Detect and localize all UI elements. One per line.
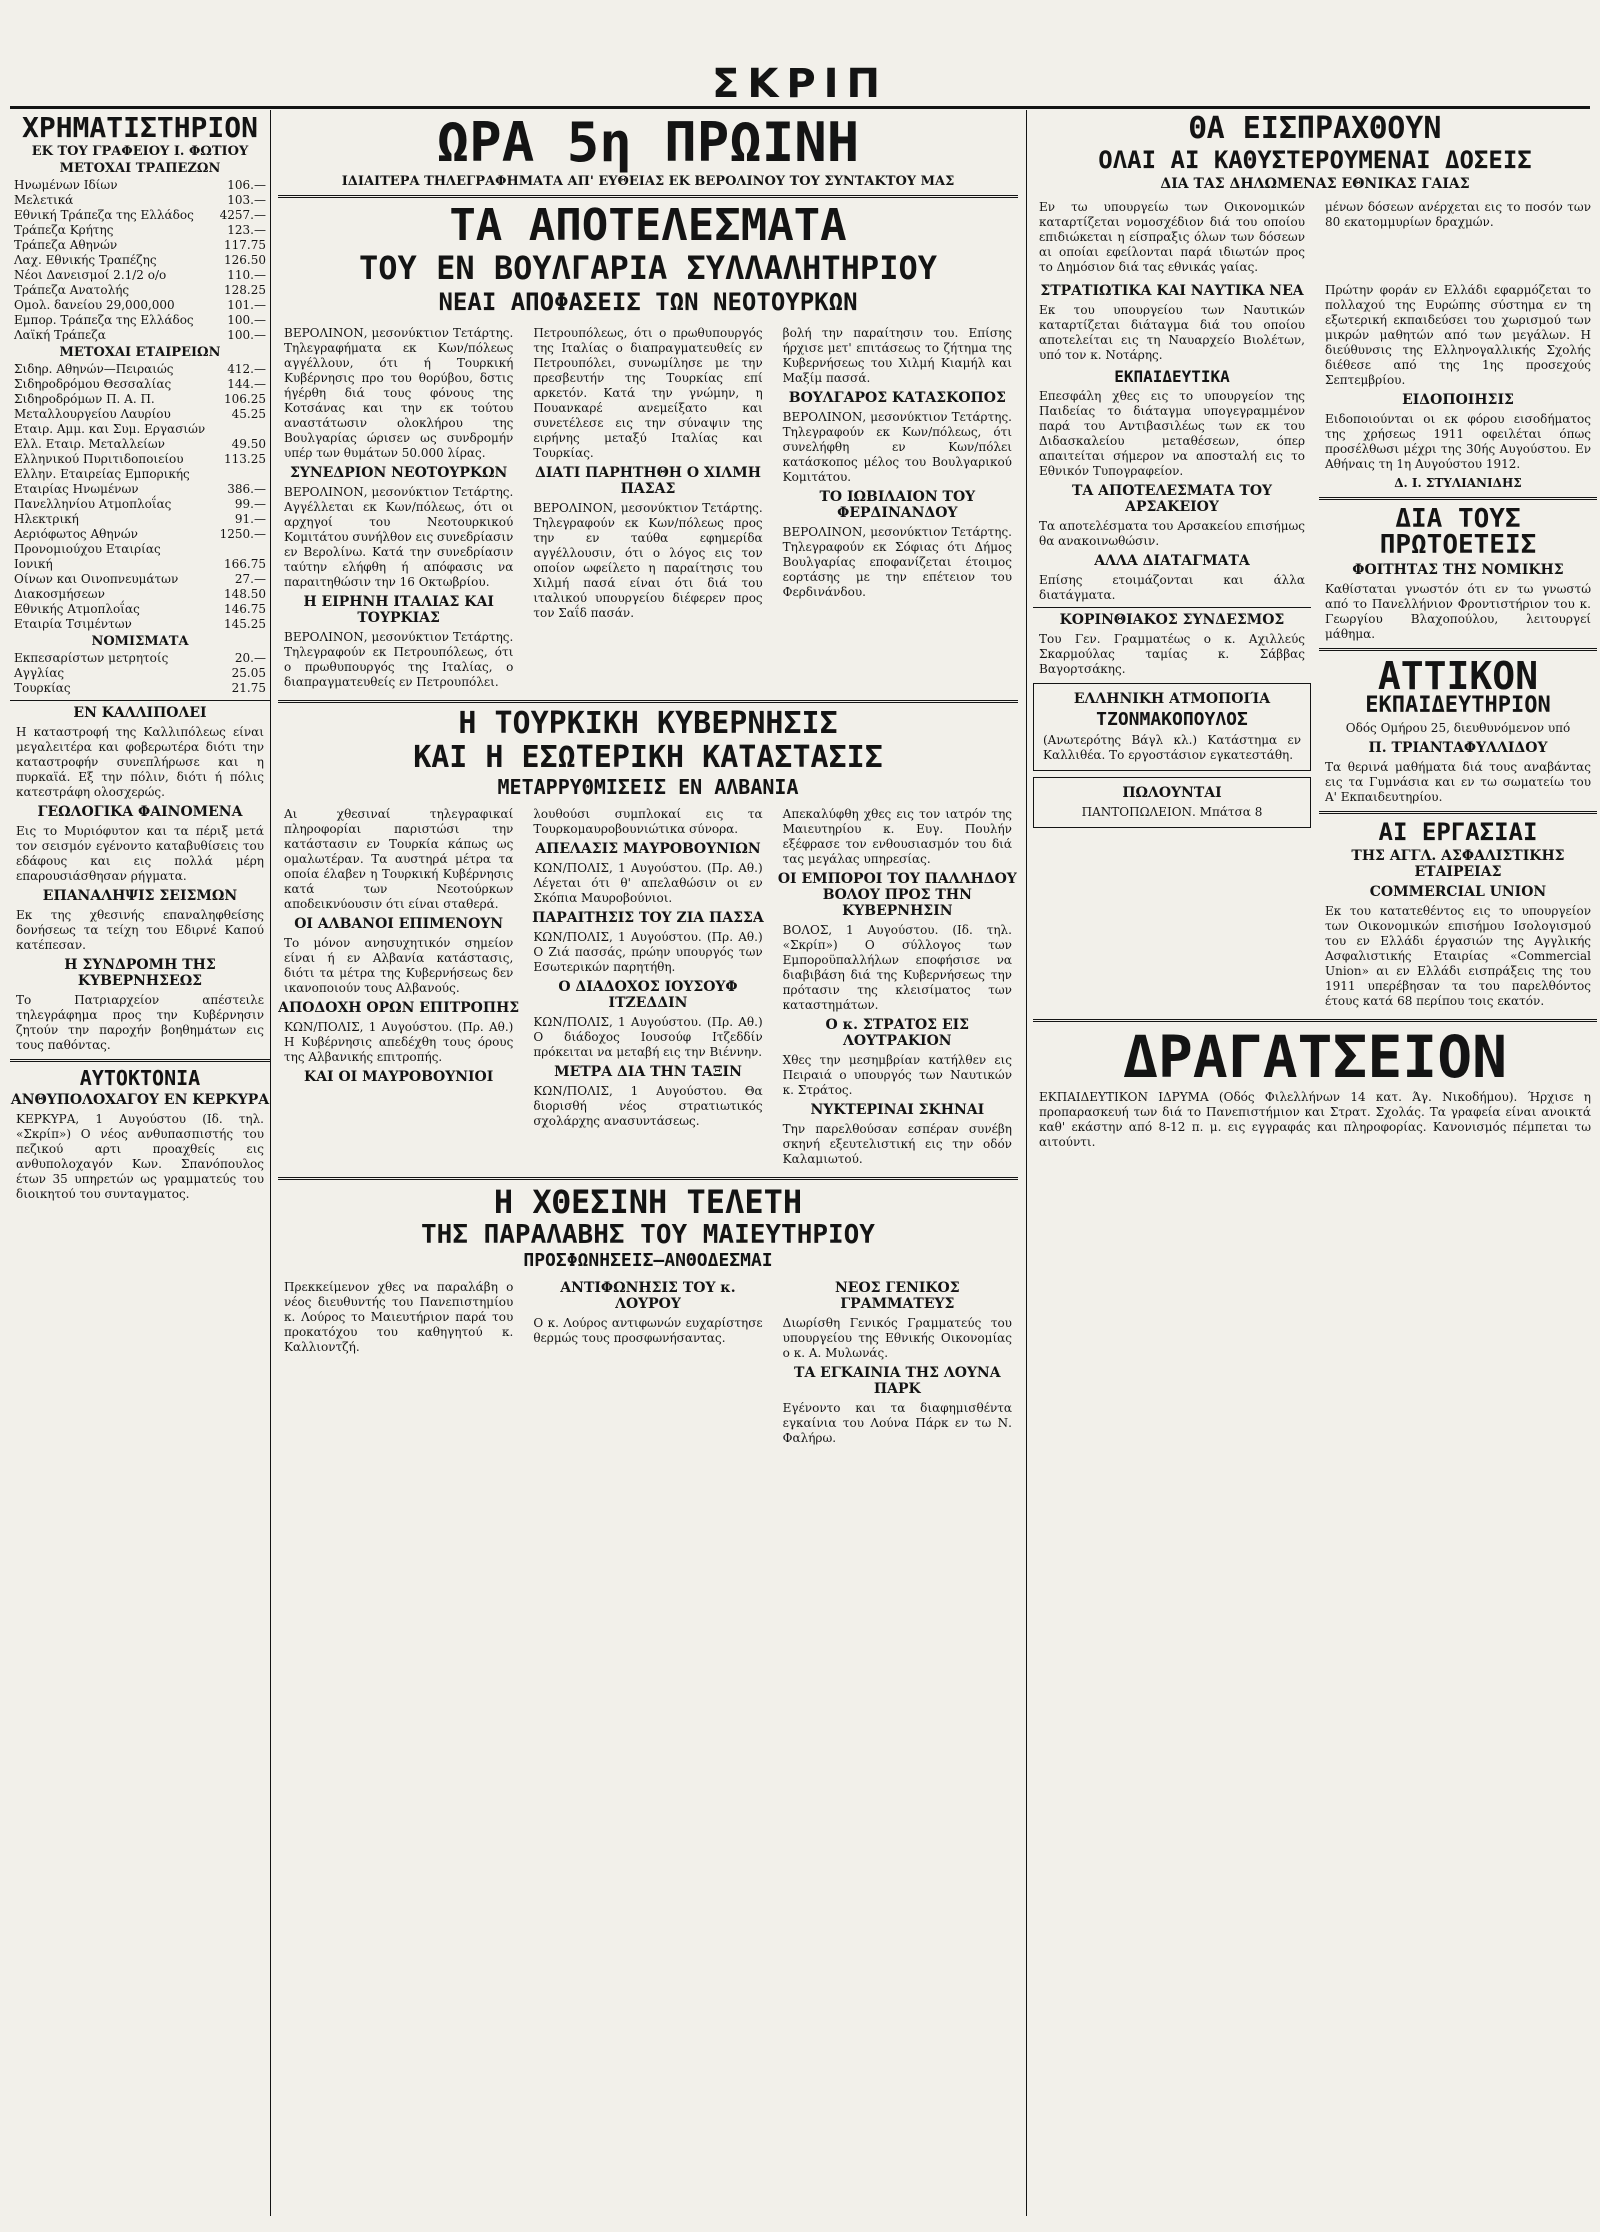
tax-headline-3: ΔΙΑ ΤΑΣ ΔΗΛΩΜΕΝΑΣ ΕΘΝΙΚΑΣ ΓΑΙΑΣ: [1160, 176, 1470, 192]
mat-article: [278, 1276, 1018, 1450]
company-name: Ελλην. Εταιρείας Εμπορικής: [14, 467, 190, 481]
ad-ice-heading-1: ΕΛΛΗΝΙΚΗ ΑΤΜΟΠΟΙΊΑ: [1073, 691, 1271, 707]
turk-headline-2: ΚΑΙ Η ΕΣΩΤΕΡΙΚΗ ΚΑΤΑΣΤΑΣΙΣ: [413, 740, 883, 775]
coin-value: 21.75: [231, 681, 266, 695]
company-name: Οίνων και Οινοπνευμάτων: [14, 572, 179, 586]
first-heading-1: ΔΙΑ ΤΟΥΣ: [1395, 504, 1521, 534]
company-row: [10, 557, 270, 572]
company-value: 27.—: [234, 572, 266, 586]
bank-row: [10, 328, 270, 343]
turk-headline-1: Η ΤΟΥΡΚΙΚΗ ΚΥΒΕΡΝΗΣΙΣ: [458, 706, 838, 741]
geo-text: Εις το Μυριόφυτον και τα πέριξ μετά τον σεισμόν εγένοντο καταβυθίσεις του εδάφους και εις πολλά μέρη επαρουσιάσθησαν ρήγματα.: [16, 824, 264, 883]
company-row: [10, 587, 270, 602]
bank-row: [10, 178, 270, 193]
notice-text: Ειδοποιούνται οι εκ φόρου εισοδήματος της χρήσεως 1911 οφειλέται όπως προσέλθωσι μέχρι της 30ής Αυγούστου. Εν Αθήναις τη 1η Αυγούστου 1912.: [1325, 412, 1591, 471]
right-column: [1026, 110, 1597, 2216]
mat-text-3a: Διωρίσθη Γενικός Γραμματεύς του υπουργείου της Εθνικής Οικονομίας ο κ. Α. Μυλωνάς.: [782, 1316, 1012, 1360]
ad-dragatseion-text: ΕΚΠΑΙΔΕΥΤΙΚΟΝ ΙΔΡΥΜΑ (Οδός Φιλελλήνων 14 κατ. Άγ. Νικοδήμου). Ήρχισε η προπαρασκευή των διά το Πανεπιστήμιον και Στρατ. Σχολάς. Τα γραφεία είναι ανοικτά καθ' εκάστην από 8-12 π. μ. εις εγγραφάς και πληροφορίας. Κανονισμός πέμπεται τω αιτούντι.: [1039, 1090, 1591, 1149]
bank-value: 100.—: [227, 313, 266, 327]
company-value: 144.—: [227, 377, 266, 391]
company-value: 145.25: [224, 617, 266, 631]
bank-name: Ηνωμένων Ιδίων: [14, 178, 118, 192]
kallipolis-heading: ΕΝ ΚΑΛΛΙΠΟΛΕΙ: [73, 705, 207, 721]
coin-name: Αγγλίας: [14, 666, 65, 680]
bank-name: Λαχ. Εθνικής Τραπέζης: [14, 253, 157, 267]
turk-text-3c: Την παρελθούσαν εσπέραν συνέβη σκηνή εξευτελιστική εις την οδόν Καλαμιωτού.: [782, 1122, 1012, 1166]
coins-list: [10, 651, 270, 696]
turk-text-2: λουθούσι συμπλοκαί εις τα Τουρκομαυροβουνιώτικα σύνορα.: [533, 807, 763, 836]
company-name: Ελλ. Εταιρ. Μεταλλείων: [14, 437, 165, 451]
lead-text-3: βολή την παραίτησιν του. Επίσης ήρχισε μετ' επιτάσεως το ζήτημα της Κυβερνήσεως του Χιλμή Κιαμήλ και Μαξίμ πασσά.: [782, 326, 1012, 385]
middle-column: [278, 110, 1018, 2216]
company-row: [10, 377, 270, 392]
lead-subheading-1: ΣΥΝΕΔΡΙΟΝ ΝΕΟΤΟΥΡΚΩΝ: [289, 465, 508, 481]
lead-text-1: ΒΕΡΟΛΙΝΟΝ, μεσονύκτιον Τετάρτης. Τηλεγραφήματα εκ Κων/πόλεως αγγέλλουν, ότι ή Τουρκική Κυβέρνησις προ του θορύβου, δστις ήγέρθη διά τους φόνους της Κοτσάνας και την εκ τούτου αναστάτωσιν ολοκλήρου της Βουλγαρίας ώρισεν ως συνδρομήν υπέρ των θυμάτων 50.000 λίρας.: [284, 326, 514, 460]
bank-value: 100.—: [227, 328, 266, 342]
tax-headline-1: ΘΑ ΕΙΣΠΡΑΧΘΟΥΝ: [1188, 111, 1442, 146]
company-row: [10, 617, 270, 632]
work-text: Εκ του κατατεθέντος εις το υπουργείον των Οικονομικών επισήμου Ισολογισμού του εν Ελλάδι έργασιών της Αγγλικής Ασφαλιστικής Εταιρίας «Commercial Union» αι εν Ελλάδι εισπράξεις της του 1911 υπερέβησαν τα του παρελθόντος έτους κατά 68 περίπου τοις εκατόν.: [1325, 904, 1591, 1008]
company-value: 1250.—: [219, 527, 266, 541]
tax-text-2: μένων δόσεων ανέρχεται εις το ποσόν των 80 εκατομμυρίων δραχμών.: [1325, 200, 1591, 229]
bank-value: 101.—: [227, 298, 266, 312]
lead-article: [278, 322, 1018, 694]
school-text: Πρώτην φοράν εν Ελλάδι εφαρμόζεται το πολλαχού της Ευρώπης σύστημα εν τη εξωτερική εκπαιδεύσει του χωρισμού των μικρών μαθητών από των μεγάλων. Η διεύθυνσις της Ελληνογαλλικής Σχολής διέθεσε από της 1ης προσεχούς Σεπτεμβρίου.: [1325, 283, 1591, 387]
turk-text-2b: ΚΩΝ/ΠΟΛΙΣ, 1 Αυγούστου. (Πρ. Αθ.) Ο Ζιά πασσάς, πρώην υπουργός των Εσωτερικών παρητήθη.: [533, 930, 763, 974]
lead-text-1b: ΒΕΡΟΛΙΝΟΝ, μεσονύκτιον Τετάρτης. Αγγέλλεται εκ Κων/πόλεως, ότι οι αρχηγοί του Νεοτουρκικού Κομιτάτου συνήλθον εις συνεδρίασιν εν Βερολίνω. Κατά την συνεδρίασιν ταύτην ελήφθη ή απόφασις να παραιτηθώσιν την 16 Οκτωβρίου.: [284, 485, 514, 589]
mat-headline-2: ΤΗΣ ΠΑΡΑΛΑΒΗΣ ΤΟΥ ΜΑΙΕΥΤΗΡΙΟΥ: [421, 1220, 875, 1250]
company-name: Εταιρία Τσιμέντων: [14, 617, 132, 631]
masthead-name: ΣΚΡΙΠ: [712, 61, 888, 107]
banks-heading: ΜΕΤΟΧΑΙ ΤΡΑΠΕΖΩΝ: [59, 161, 221, 176]
edu-heading: ΕΚΠΑΙΔΕΥΤΙΚΑ: [1114, 367, 1230, 386]
company-name: Σιδηρ. Αθηνών—Πειραιώς: [14, 362, 174, 376]
turk-subheading-2c: Ο ΔΙΑΔΟΧΟΣ ΙΟΥΣΟΥΦ ΙΤΖΕΔΔΙΝ: [558, 979, 738, 1011]
edu-text-3: Επίσης ετοιμάζονται και άλλα διατάγματα.: [1039, 573, 1305, 602]
exchange-title: ΧΡΗΜΑΤΙΣΤΗΡΙΟΝ: [21, 111, 258, 144]
company-name: Ιονική: [14, 557, 53, 571]
turk-subheading-1b: ΑΠΟΔΟΧΗ ΟΡΩΝ ΕΠΙΤΡΟΠΗΣ: [278, 1000, 520, 1016]
coin-value: 20.—: [234, 651, 266, 665]
bank-name: Τράπεζα Ανατολής: [14, 283, 130, 297]
lead-subheading-3: ΒΟΥΛΓΑΡΟΣ ΚΑΤΑΣΚΟΠΟΣ: [788, 390, 1006, 406]
company-value: 412.—: [227, 362, 266, 376]
turk-text-3: Απεκαλύφθη χθες εις τον ιατρόν της Μαιευτηρίου κ. Ευγ. Πουλήν εξέφρασε τον ενθουσιασμόν του διά τας μεγάλας υπηρεσίας.: [782, 807, 1012, 866]
synd-heading: Η ΣΥΝΔΡΟΜΗ ΤΗΣ ΚΥΒΕΡΝΗΣΕΩΣ: [64, 957, 216, 989]
bank-row: [10, 298, 270, 313]
mat-subheading-2: ΑΝΤΙΦΩΝΗΣΙΣ ΤΟΥ κ. ΛΟΥΡΟΥ: [560, 1280, 736, 1312]
company-row: [10, 542, 270, 557]
company-name: Διακοσμήσεων: [14, 587, 105, 601]
work-heading-2: ΤΗΣ ΑΓΓΛ. ΑΣΦΑΛΙΣΤΙΚΗΣ ΕΤΑΙΡΕΙΑΣ: [1351, 848, 1565, 880]
turk-subheading-1: ΟΙ ΑΛΒΑΝΟΙ ΕΠΙΜΕΝΟΥΝ: [294, 916, 504, 932]
synd-text: Το Πατριαρχείον απέστειλε τηλεγράφημα προς την Κυβέρνησιν ζητούν την παροχήν βοηθημάτων εις τους παθόντας.: [16, 993, 264, 1052]
attikon-text: Τα θερινά μαθήματα διά τους αναβάντας εις τα Γυμνάσια και εν τω σωματείω του Α' Εκπαιδευτηρίου.: [1325, 760, 1591, 804]
work-heading-1: ΑΙ ΕΡΓΑΣΙΑΙ: [1378, 818, 1538, 846]
ad-sold-heading: ΠΩΛΟΥΝΤΑΙ: [1122, 785, 1222, 801]
bank-name: Εθνική Τράπεζα της Ελλάδος: [14, 208, 194, 222]
company-value: 113.25: [224, 452, 266, 466]
banner-subheadline: ΙΔΙΑΙΤΕΡΑ ΤΗΛΕΓΡΑΦΗΜΑΤΑ ΑΠ' ΕΥΘΕΙΑΣ ΕΚ ΒΕΡΟΛΙΝΟΥ ΤΟΥ ΣΥΝΤΑΚΤΟΥ ΜΑΣ: [341, 174, 955, 189]
company-row: [10, 467, 270, 482]
company-value: 106.25: [224, 392, 266, 406]
company-row: [10, 452, 270, 467]
company-value: 91.—: [234, 512, 266, 526]
turk-text-2d: ΚΩΝ/ΠΟΛΙΣ, 1 Αυγούστου. Θα διορισθή νέος στρατιωτικός σχολάρχης ανασυντάσεως.: [533, 1084, 763, 1128]
company-name: Σιδηροδρόμου Θεσσαλίας: [14, 377, 172, 391]
company-name: Μεταλλουργείου Λαυρίου: [14, 407, 171, 421]
attikon-heading-1: ΑΤΤΙΚΟΝ: [1377, 654, 1539, 698]
kallipolis-text: Η καταστροφή της Καλλιπόλεως είναι μεγαλειτέρα και φοβερωτέρα διότι την καταστροφήν συνεπλήρωσε και η πυρκαϊά. Εξ την πόλιν, διότι ή πόλις κατεστράφη ολοσχερώς.: [16, 725, 264, 799]
bank-row: [10, 223, 270, 238]
lead-text-3b: ΒΕΡΟΛΙΝΟΝ, μεσονύκτιον Τετάρτης. Τηλεγραφούν εκ Κων/πόλεως, ότι συνελήφθη εν Κων/πόλει κατάσκοπος μέλος του Βουλγαρικού Κομιτάτου.: [782, 410, 1012, 484]
bank-name: Νέοι Δανεισμοί 2.1/2 ο/ο: [14, 268, 167, 282]
ad-ice: [1033, 683, 1311, 771]
turk-subheading-3a: ΟΙ ΕΜΠΟΡΟΙ ΤΟΥ ΠΑΛΛΗΔΟΥ ΒΟΛΟΥ ΠΡΟΣ ΤΗΝ ΚΥΒΕΡΝΗΣΙΝ: [777, 871, 1017, 919]
mat-text-3b: Εγένοντο και τα διαφημισθέντα εγκαίνια του Λούνα Πάρκ εν τω Ν. Φαλήρω.: [782, 1401, 1012, 1445]
turk-text-2c: ΚΩΝ/ΠΟΛΙΣ, 1 Αυγούστου. (Πρ. Αθ.) Ο διάδοχος Ιουσούφ Ιτζεδδίν πρόκειται να μεταβή εις την Βιέννην.: [533, 1015, 763, 1059]
exchange-subtitle: ΕΚ ΤΟΥ ΓΡΑΦΕΙΟΥ Ι. ΦΩΤΙΟΥ: [31, 144, 249, 159]
tax-text-1: Εν τω υπουργείω των Οικονομικών καταρτίζεται νομοσχέδιον διά του οποίου επιδιώκεται η είσπραξις όλων των δόσεων αι οποίαι εφείλονται παρά ιδιωτών προς το Δημόσιον διά τας εθνικάς γαίας.: [1039, 200, 1305, 274]
company-row: [10, 437, 270, 452]
company-value: 166.75: [224, 557, 266, 571]
bank-value: 126.50: [224, 253, 266, 267]
bank-name: Τράπεζα Αθηνών: [14, 238, 118, 252]
company-row: [10, 602, 270, 617]
suicide-heading: ΑΥΤΟΚΤΟΝΙΑ: [79, 1066, 201, 1090]
company-value: 45.25: [231, 407, 266, 421]
turk-subheading-3b: Ο κ. ΣΤΡΑΤΟΣ ΕΙΣ ΛΟΥΤΡΑΚΙΟΝ: [825, 1017, 970, 1049]
mat-text-1: Πρεκκείμενον χθες να παραλάβη ο νέος διευθυντής του Πανεπιστημίου κ. Λούρος το Μαιευτήριον παρά του προκατόχου του καθηγητού κ. Καλλιοντζή.: [284, 1280, 514, 1354]
suicide-text: ΚΕΡΚΥΡΑ, 1 Αυγούστου (Ιδ. τηλ. «Σκρίπ») Ο νέος ανθυπασπιστής του πεζικού αρτι προαχθείς εις ανθυπολοχαγόν Κων. Σπανόπουλος έτων 35 υπηρετών ως γραμματεύς του διοικητού του συνταγματος.: [16, 1112, 264, 1201]
company-value: 49.50: [231, 437, 266, 451]
turk-subheading-1c: ΚΑΙ ΟΙ ΜΑΥΡΟΒΟΥΝΙΟΙ: [304, 1069, 494, 1085]
bank-row: [10, 268, 270, 283]
geo-heading: ΓΕΩΛΟΓΙΚΑ ΦΑΙΝΟΜΕΝΑ: [37, 804, 243, 820]
company-value: 146.75: [224, 602, 266, 616]
company-row: [10, 512, 270, 527]
company-value: 148.50: [224, 587, 266, 601]
coin-name: Εκπεσαρίστων μετρητοίς: [14, 651, 169, 665]
bank-value: 123.—: [227, 223, 266, 237]
left-column: [10, 110, 271, 2216]
edu-text-2: Τα αποτελέσματα του Αρσακείου επισήμως θα ανακοινωθώσιν.: [1039, 519, 1305, 548]
ad-sold-text: ΠΑΝΤΟΠΩΛΕΙΟΝ. Μπάτσα 8: [1081, 805, 1263, 819]
edu-subheading-2: ΑΛΛΑ ΔΙΑΤΑΓΜΑΤΑ: [1094, 553, 1250, 569]
turk-text-2a: ΚΩΝ/ΠΟΛΙΣ, 1 Αυγούστου. (Πρ. Αθ.) Λέγεται ότι θ' απελαθώσιν οι εν Σκόπια Μαυροβούνιοι.: [533, 861, 763, 905]
coin-row: [10, 651, 270, 666]
turk-subheading-2d: ΜΕΤΡΑ ΔΙΑ ΤΗΝ ΤΑΞΙΝ: [554, 1064, 742, 1080]
company-name: Εταιρίας Ηνωμένων: [14, 482, 139, 496]
lead-text-2: Πετρουπόλεως, ότι ο πρωθυπουργός της Ιταλίας ο διαπραγματευθείς εν Πετρουπόλει, συνωμίλησε με την πρεσβευτήν της Τουρκίας επί αρκετόν. Κατά την γνώμην, η Πουανκαρέ ανεμείξατο και συνετέλεσε εις την σύναψιν της ειρήνης μεταξύ Ιταλίας και Τουρκίας.: [533, 326, 763, 460]
mat-text-2: Ο κ. Λούρος αντιφωνών ευχαρίστησε θερμώς τους προσφωνήσαντας.: [533, 1316, 763, 1345]
attikon-heading-2: ΕΚΠΑΙΔΕΥΤΗΡΙΟΝ: [1365, 693, 1551, 718]
bank-row: [10, 253, 270, 268]
company-row: [10, 527, 270, 542]
turk-text-3b: Χθες την μεσημβρίαν κατήλθεν εις Πειραιά ο υπουργός των Ναυτικών κ. Στράτος.: [782, 1053, 1012, 1097]
attikon-address: Οδός Ομήρου 25, διευθυνόμενον υπό: [1345, 721, 1571, 735]
company-row: [10, 362, 270, 377]
lead-text-2b: ΒΕΡΟΛΙΝΟΝ, μεσονύκτιον Τετάρτης. Τηλεγραφούν εκ Κων/πόλεως προς την εν ταύθα εφημερίδα αγγέλλουσιν, ότι ο λόγος εις τον οποίον ωφείλετο η παραίτησις του Χιλμή πασά είναι ότι διά του ιταλικού υπουργείου διέφερεν προς τον Σαΐδ πασάν.: [533, 501, 763, 620]
ad-ice-heading-2: ΤΖΟΝΜΑΚΟΠΟΥΛΟΣ: [1096, 709, 1248, 730]
turk-headline-3: ΜΕΤΑΡΡΥΘΜΙΣΕΙΣ ΕΝ ΑΛΒΑΝΙΑ: [497, 775, 799, 799]
company-row: [10, 482, 270, 497]
seism-text: Εκ της χθεσινής επαναληφθείσης δονήσεως τα τείχη του Εδιρνέ Καπού κατέπεσαν.: [16, 908, 264, 952]
coin-row: [10, 681, 270, 696]
ad-sold: [1033, 777, 1311, 828]
army-text: Εκ του υπουργείου των Ναυτικών καταρτίζεται διάταγμα διά του οποίου αποτελείται εις τη Ναυαρχείο Βιολέτων, υπό τον κ. Νοτάρης.: [1039, 303, 1305, 362]
first-text: Καθίσταται γνωστόν ότι εν τω γνωστώ από το Πανελλήνιον Φροντιστήριον του κ. Γεωργίου Βλαχοπούλου, λειτουργεί μάθημα.: [1325, 582, 1591, 641]
coin-value: 25.05: [231, 666, 266, 680]
lead-headline-3: ΝΕΑΙ ΑΠΟΦΑΣΕΙΣ ΤΩΝ ΝΕΟΤΟΥΡΚΩΝ: [438, 288, 858, 316]
company-value: 99.—: [234, 497, 266, 511]
tax-headline-2: ΟΛΑΙ ΑΙ ΚΑΘΥΣΤΕΡΟΥΜΕΝΑΙ ΔΟΣΕΙΣ: [1098, 146, 1532, 174]
company-row: [10, 572, 270, 587]
mat-headline-1: Η ΧΘΕΣΙΝΗ ΤΕΛΕΤΗ: [493, 1183, 803, 1221]
company-name: Ελληνικού Πυριτιδοποιείου: [14, 452, 184, 466]
lead-subheading-1b: Η ΕΙΡΗΝΗ ΙΤΑΛΙΑΣ ΚΑΙ ΤΟΥΡΚΙΑΣ: [303, 594, 494, 626]
lead-text-3c: ΒΕΡΟΛΙΝΟΝ, μεσονύκτιον Τετάρτης. Τηλεγραφούν εκ Σόφιας ότι Δήμος Βουλγαρίας εποφανίζεται έτοιμος εορτάσης με την επέτειον του Φερδινάνδου.: [782, 525, 1012, 599]
lead-headline-1: ΤΑ ΑΠΟΤΕΛΕΣΜΑΤΑ: [449, 200, 847, 251]
bank-value: 103.—: [227, 193, 266, 207]
bank-row: [10, 283, 270, 298]
company-row: [10, 407, 270, 422]
bank-row: [10, 193, 270, 208]
bank-name: Ομολ. δανείου 29,000,000: [14, 298, 175, 312]
company-row: [10, 497, 270, 512]
mat-headline-3: ΠΡΟΣΦΩΝΗΣΕΙΣ—ΑΝΘΟΔΕΣΜΑΙ: [523, 1250, 773, 1271]
coin-name: Τουρκίας: [14, 681, 71, 695]
army-heading: ΣΤΡΑΤΙΩΤΙΚΑ ΚΑΙ ΝΑΥΤΙΚΑ ΝΕΑ: [1040, 283, 1304, 299]
edu-text: Επεσφάλη χθες εις το υπουργείον της Παιδείας το διάταγμα υπογεγραμμένον παρά του Αντιβασιλέως των εκ του Διδασκαλείου μεταθέσεων, όπερ απαιτείται σήμερον να αποσταλή εις το Εθνικόν Τυπογραφείον.: [1039, 389, 1305, 478]
company-row: [10, 392, 270, 407]
bank-name: Τράπεζα Κρήτης: [14, 223, 114, 237]
lead-subheading-2: ΔΙΑΤΙ ΠΑΡΗΤΗΘΗ Ο ΧΙΛΜΗ ΠΑΣΑΣ: [535, 465, 761, 497]
notice-heading: ΕΙΔΟΠΟΙΗΣΙΣ: [1402, 392, 1514, 408]
companies-list: [10, 362, 270, 632]
bank-value: 128.25: [224, 283, 266, 297]
edu-subheading: ΤΑ ΑΠΟΤΕΛΕΣΜΑΤΑ ΤΟΥ ΑΡΣΑΚΕΙΟΥ: [1071, 483, 1273, 515]
bank-value: 117.75: [224, 238, 266, 252]
lead-subheading-3b: ΤΟ ΙΩΒΙΛΑΙΟΝ ΤΟΥ ΦΕΡΔΙΝΑΝΔΟΥ: [819, 489, 976, 521]
banner-headline: ΩΡΑ 5η ΠΡΩΙΝΗ: [436, 111, 860, 174]
turk-text-3a: ΒΟΛΟΣ, 1 Αυγούστου. (Ιδ. τηλ. «Σκρίπ») Ο σύλλογος των Εμποροϋπαλλήλων εποφήσισε να διαβιβάση διά της Κυβερνήσεως την πρότασιν της κλεισίματος των καταστημάτων.: [782, 923, 1012, 1012]
company-value: 386.—: [227, 482, 266, 496]
lead-text-1c: ΒΕΡΟΛΙΝΟΝ, μεσονύκτιον Τετάρτης. Τηλεγραφούν εκ Πετρουπόλεως, ότι ο πρωθυπουργός της Ιταλίας, ο διαπραγματευθείς εν Πετρουπόλει.: [284, 630, 514, 689]
mat-subheading-3: ΝΕΟΣ ΓΕΝΙΚΟΣ ΓΡΑΜΜΑΤΕΥΣ: [834, 1280, 960, 1312]
turk-subheading-2a: ΑΠΕΛΑΣΙΣ ΜΑΥΡΟΒΟΥΝΙΩΝ: [535, 841, 761, 857]
coin-row: [10, 666, 270, 681]
coins-heading: ΝΟΜΙΣΜΑΤΑ: [91, 634, 189, 649]
suicide-subheading: ΑΝΘΥΠΟΛΟΧΑΓΟΥ ΕΝ ΚΕΡΚΥΡΑ: [10, 1092, 270, 1108]
corinth-heading: ΚΟΡΙΝΘΙΑΚΟΣ ΣΥΝΔΕΣΜΟΣ: [1059, 612, 1285, 628]
bank-row: [10, 208, 270, 223]
corinth-text: Του Γεν. Γραμματέως ο κ. Αχιλλεύς Σκαρμούλας ταμίας κ. Σάββας Βαγορτσάκης.: [1039, 632, 1305, 676]
tax-article: [1033, 196, 1597, 279]
company-name: Προνομιούχου Εταιρίας: [14, 542, 161, 556]
bank-name: Μελετικά: [14, 193, 74, 207]
company-name: Σιδηροδρόμων Π. Α. Π.: [14, 392, 155, 406]
ad-ice-text: (Ανωτερότης Βάγλ κλ.) Κατάστημα εν Καλλιθέα. Το εργοστάσιον εγκατεστάθη.: [1043, 733, 1301, 762]
turk-article: [278, 803, 1018, 1171]
companies-heading: ΜΕΤΟΧΑΙ ΕΤΑΙΡΕΙΩΝ: [59, 345, 221, 360]
attikon-director: Π. ΤΡΙΑΝΤΑΦΥΛΛΙΔΟΥ: [1368, 740, 1548, 756]
ad-dragatseion-heading: ΔΡΑΓΑΤΣΕΙΟΝ: [1122, 1023, 1508, 1091]
seism-heading: ΕΠΑΝΑΛΗΨΙΣ ΣΕΙΣΜΩΝ: [42, 888, 238, 904]
turk-text-1c: ΚΩΝ/ΠΟΛΙΣ, 1 Αυγούστου. (Πρ. Αθ.) Η Κυβέρνησις απεδέχθη τους όρους της Αλβανικής επιτροπής.: [284, 1020, 514, 1064]
company-name: Ηλεκτρική: [14, 512, 79, 526]
turk-subheading-3c: ΝΥΚΤΕΡΙΝΑΙ ΣΚΗΝΑΙ: [810, 1102, 985, 1118]
newspaper-page: [10, 6, 1590, 2216]
company-name: Εθνικής Ατμοπλοΐας: [14, 602, 140, 616]
mat-subheading-3b: ΤΑ ΕΓΚΑΙΝΙΑ ΤΗΣ ΛΟΥΝΑ ΠΑΡΚ: [794, 1365, 1001, 1397]
bank-value: 4257.—: [219, 208, 266, 222]
notice-signature: Δ. Ι. ΣΤΥΛΙΑΝΙΔΗΣ: [1394, 476, 1522, 490]
work-heading-3: COMMERCIAL UNION: [1369, 884, 1547, 900]
company-row: [10, 422, 270, 437]
bank-value: 110.—: [227, 268, 266, 282]
turk-text-1b: Το μόνον ανησυχητικόν σημείον είναι ή εν Αλβανία κατάστασις, διότι τα μέτρα της Κυβερνήσεως δεν ικανοποιούν τους Αλβανούς.: [284, 936, 514, 995]
bank-row: [10, 238, 270, 253]
bank-name: Εμπορ. Τράπεζα της Ελλάδος: [14, 313, 194, 327]
bank-name: Λαϊκή Τράπεζα: [14, 328, 106, 342]
masthead: [10, 6, 1590, 109]
bank-value: 106.—: [227, 178, 266, 192]
turk-subheading-2b: ΠΑΡΑΙΤΗΣΙΣ ΤΟΥ ΖΙΑ ΠΑΣΣΑ: [532, 910, 764, 926]
bank-row: [10, 313, 270, 328]
first-heading-3: ΦΟΙΤΗΤΑΣ ΤΗΣ ΝΟΜΙΚΗΣ: [1352, 562, 1564, 578]
company-name: Εταιρ. Αμμ. και Συμ. Εργασιών: [14, 422, 206, 436]
banks-list: [10, 178, 270, 343]
first-heading-2: ΠΡΩΤΟΕΤΕΙΣ: [1379, 530, 1537, 560]
turk-text-1: Αι χθεσιναί τηλεγραφικαί πληροφορίαι παριστώσι την κατάστασιν εν Τουρκία κάπως ως ομαλωτέραν. Τα αυστηρά μέτρα τα οποία έλαβεν η Τουρκική Κυβέρνησις κατά των Νεοτούρκων αποδεικνύουσιν ότι είναι σταθερά.: [284, 807, 514, 911]
company-name: Αεριόφωτος Αθηνών: [14, 527, 138, 541]
lead-headline-2: ΤΟΥ ΕΝ ΒΟΥΛΓΑΡΙΑ ΣΥΛΛΑΛΗΤΗΡΙΟΥ: [359, 249, 937, 287]
company-name: Πανελληνίου Ατμοπλοΐας: [14, 497, 172, 511]
